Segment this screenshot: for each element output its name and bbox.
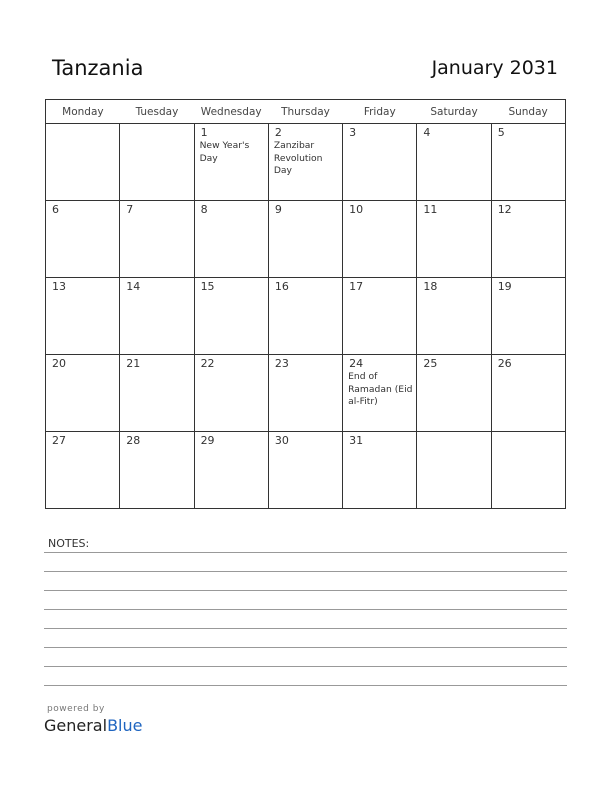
- day-number: 2: [274, 126, 282, 139]
- day-cell: [194, 355, 268, 432]
- day-cell: [491, 432, 565, 509]
- holiday-label: End of Ramadan (Eid al-Fitr): [348, 371, 413, 407]
- day-number: 8: [200, 203, 208, 216]
- day-cell: [46, 278, 120, 355]
- notes-line: [44, 647, 567, 648]
- day-number: 14: [126, 280, 141, 293]
- day-number: 24: [349, 357, 364, 370]
- notes-line: [44, 590, 567, 591]
- day-cell: [343, 201, 417, 278]
- day-cell: [343, 355, 417, 432]
- day-cell: [343, 124, 417, 201]
- day-number: 19: [497, 280, 512, 293]
- notes-line: [44, 609, 567, 610]
- day-number: 3: [349, 126, 357, 139]
- day-cell: [417, 278, 491, 355]
- day-cell: [194, 201, 268, 278]
- day-number: 5: [497, 126, 505, 139]
- notes-line: [44, 571, 567, 572]
- day-number: 28: [126, 434, 141, 447]
- powered-by-text: powered by: [47, 704, 105, 714]
- day-number: 1: [200, 126, 208, 139]
- weekday-header: Thursday: [268, 100, 342, 124]
- day-number: 22: [200, 357, 215, 370]
- day-cell: [417, 201, 491, 278]
- day-cell: [343, 432, 417, 509]
- day-number: 21: [126, 357, 141, 370]
- day-cell: [46, 201, 120, 278]
- day-number: 15: [200, 280, 215, 293]
- day-number: [120, 124, 193, 126]
- day-number: 23: [274, 357, 289, 370]
- day-cell: [491, 278, 565, 355]
- day-number: 7: [126, 203, 134, 216]
- day-number: 29: [200, 434, 215, 447]
- notes-line: [44, 628, 567, 629]
- holiday-label: New Year's Day: [199, 140, 250, 164]
- week-row: [46, 201, 566, 278]
- day-number: 25: [423, 357, 438, 370]
- day-number: [492, 432, 565, 434]
- day-number: 11: [423, 203, 438, 216]
- day-cell: [120, 201, 194, 278]
- day-cell: [417, 355, 491, 432]
- week-row: [46, 432, 566, 509]
- day-number: [46, 124, 119, 126]
- day-cell: [46, 124, 120, 201]
- weekday-header: Tuesday: [120, 100, 194, 124]
- day-number: 20: [52, 357, 66, 370]
- notes-line: [44, 552, 567, 553]
- day-number: 6: [52, 203, 59, 216]
- weekday-header-row: [46, 100, 566, 124]
- day-cell: [120, 278, 194, 355]
- day-number: 9: [274, 203, 282, 216]
- day-number: 16: [274, 280, 289, 293]
- week-row: [46, 124, 566, 201]
- day-cell: [46, 432, 120, 509]
- day-cell: [46, 355, 120, 432]
- weekday-header: Monday: [46, 100, 120, 124]
- day-number: [417, 432, 490, 434]
- notes-line: [44, 666, 567, 667]
- weekday-header: Friday: [343, 100, 417, 124]
- brand-blue: Blue: [107, 716, 143, 735]
- day-cell: [343, 278, 417, 355]
- day-cell: [417, 432, 491, 509]
- day-cell: [268, 201, 342, 278]
- calendar-grid: [45, 99, 566, 509]
- day-cell: [491, 124, 565, 201]
- day-number: 18: [423, 280, 438, 293]
- notes-label: NOTES:: [48, 537, 90, 550]
- week-row: [46, 278, 566, 355]
- day-cell: [491, 355, 565, 432]
- day-number: 4: [423, 126, 431, 139]
- day-cell: [417, 124, 491, 201]
- generalblue-logo: [44, 716, 142, 735]
- country-title: Tanzania: [52, 56, 144, 80]
- day-cell: [268, 124, 342, 201]
- day-cell: [268, 355, 342, 432]
- day-number: 12: [497, 203, 512, 216]
- holiday-label: Zanzibar Revolution Day: [273, 140, 323, 176]
- notes-line: [44, 685, 567, 686]
- day-cell: [268, 432, 342, 509]
- day-cell: [120, 432, 194, 509]
- day-number: 17: [349, 280, 364, 293]
- day-number: 30: [274, 434, 289, 447]
- weekday-header: Saturday: [417, 100, 491, 124]
- day-number: 10: [349, 203, 364, 216]
- day-cell: [268, 278, 342, 355]
- day-cell: [120, 124, 194, 201]
- day-cell: [120, 355, 194, 432]
- day-cell: [194, 124, 268, 201]
- weekday-header: Sunday: [491, 100, 565, 124]
- day-number: 26: [497, 357, 512, 370]
- week-row: [46, 355, 566, 432]
- day-number: 27: [52, 434, 66, 447]
- brand-general: General: [44, 716, 108, 735]
- day-cell: [491, 201, 565, 278]
- day-cell: [194, 432, 268, 509]
- day-cell: [194, 278, 268, 355]
- month-year-title: January 2031: [431, 57, 558, 79]
- weekday-header: Wednesday: [194, 100, 268, 124]
- day-number: 13: [52, 280, 66, 293]
- day-number: 31: [349, 434, 364, 447]
